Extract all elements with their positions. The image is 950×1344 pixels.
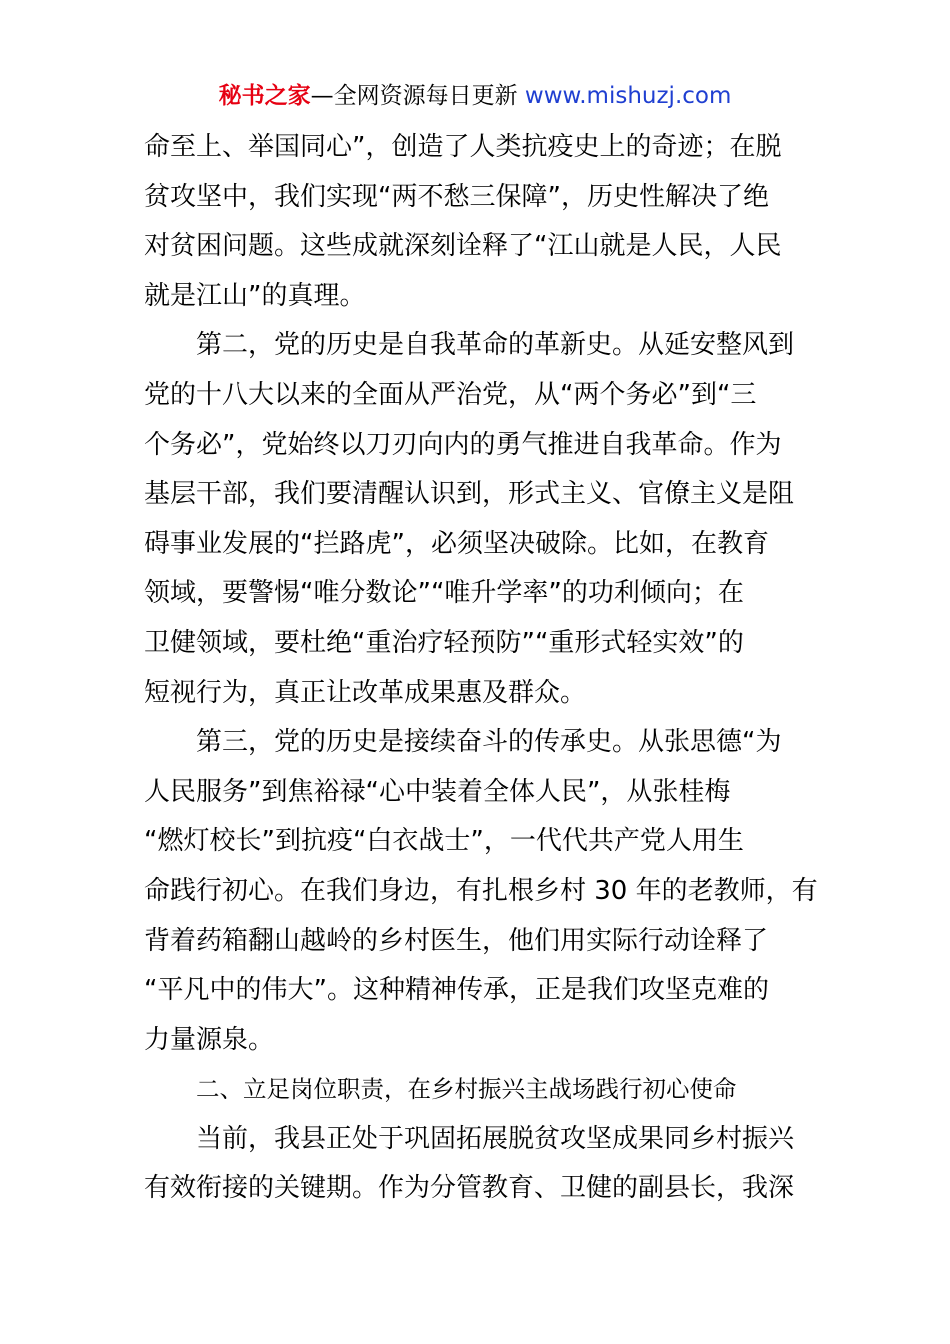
text-line: 对贫困问题。这些成就深刻诠释了“江山就是人民，人民 (144, 231, 782, 262)
section-heading: 二、立足岗位职责，在乡村振兴主战场践行初心使命 (196, 1075, 737, 1104)
text-line: 命践行初心。在我们身边，有扎根乡村 30 年的老教师，有 (144, 875, 818, 906)
text-line: 基层干部，我们要清醒认识到，形式主义、官僚主义是阻 (144, 479, 795, 510)
text-line: 人民服务”到焦裕禄“心中装着全体人民”，从张桂梅 (144, 776, 731, 807)
text-line: 领域，要警惕“唯分数论”“唯升学率”的功利倾向；在 (144, 578, 744, 609)
site-url-link[interactable]: www.mishuzj.com (524, 83, 732, 109)
text-line: 个务必”，党始终以刀刃向内的勇气推进自我革命。作为 (144, 429, 782, 460)
document-body (144, 123, 818, 1214)
brand-name: 秘书之家 (218, 83, 311, 109)
text-line: 短视行为，真正让改革成果惠及群众。 (144, 677, 587, 708)
text-line: 力量源泉。 (144, 1024, 275, 1055)
paragraph-start-line: 第二，党的历史是自我革命的革新史。从延安整风到 (196, 330, 795, 361)
text-line: 背着药箱翻山越岭的乡村医生，他们用实际行动诠释了 (144, 925, 769, 956)
text-line: 就是江山”的真理。 (144, 280, 366, 311)
header-tagline: —全网资源每日更新 (310, 83, 525, 109)
text-line: 卫健领域，要杜绝“重治疗轻预防”“重形式轻实效”的 (144, 627, 744, 658)
text-line: 党的十八大以来的全面从严治党，从“两个务必”到“三 (144, 379, 757, 410)
text-line: “燃灯校长”到抗疫“白衣战士”，一代代共产党人用生 (144, 826, 744, 857)
text-line: 碍事业发展的“拦路虎”，必须坚决破除。比如，在教育 (144, 528, 769, 559)
page-header (0, 80, 950, 112)
paragraph-start-line: 当前，我县正处于巩固拓展脱贫攻坚成果同乡村振兴 (196, 1123, 795, 1154)
paragraph-start-line: 第三，党的历史是接续奋斗的传承史。从张思德“为 (196, 727, 782, 758)
text-line: 有效衔接的关键期。作为分管教育、卫健的副县长，我深 (144, 1173, 795, 1204)
text-line: 命至上、举国同心”，创造了人类抗疫史上的奇迹；在脱 (144, 132, 782, 162)
text-line: “平凡中的伟大”。这种精神传承，正是我们攻坚克难的 (144, 975, 769, 1006)
text-line: 贫攻坚中，我们实现“两不愁三保障”，历史性解决了绝 (144, 181, 769, 212)
